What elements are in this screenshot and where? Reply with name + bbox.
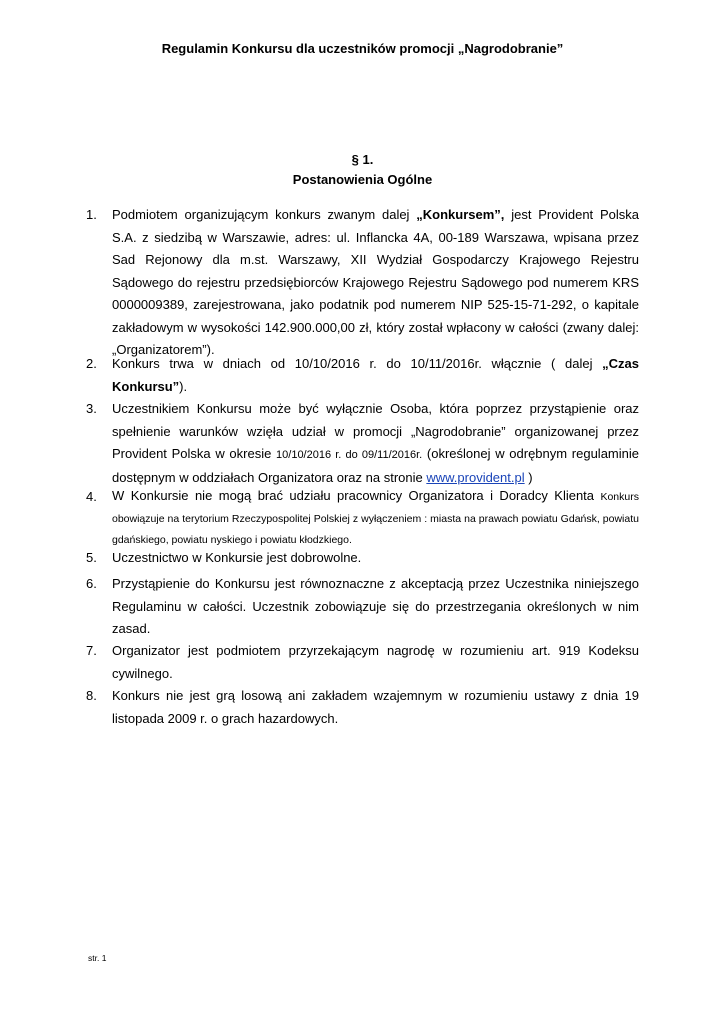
- list-item-text: Przystąpienie do Konkursu jest równoznaczne z akceptacją przez Uczestnika niniejszego Regulaminu w całości. Uczestnik zobowiązuje się do przestrzegania określonych w nim zasad.: [112, 576, 639, 636]
- list-item-text: Podmiotem organizującym konkurs zwanym dalej „Konkursem”, jest Provident Polska S.A. z siedzibą w Warszawie, adres: ul. Inflancka 4A, 00-189 Warszawa, wpisana przez Sad Rejonowy dla m.st. Warszawy, XII Wydział Gospodarczy Krajowego Rejestru Sądowego do rejestru przedsiębiorców Krajowego Rejestru Sądowego pod numerem KRS 0000009389, zarejestrowana, jako podatnik pod numerem NIP 525-15-71-292, o kapitale zakładowym w wysokości 142.900.000,00 zł, który został wpłacony w całości (zwany dalej: „Organizatorem”).: [112, 207, 639, 357]
- list-item-number: 2.: [86, 356, 97, 371]
- list-item-text: Konkurs nie jest grą losową ani zakładem wzajemnym w rozumieniu ustawy z dnia 19 listopada 2009 r. o grach hazardowych.: [112, 688, 639, 726]
- list-item-text: Uczestnikiem Konkursu może być wyłącznie Osoba, która poprzez przystąpienie oraz spełnienie warunków wzięła udział w promocji „Nagrodobranie” organizowanej przez Provident Polska w okresie 10/10/2016 r. do 09/11/2016r. (określonej w odrębnym regulaminie dostępnym w oddziałach Organizatora oraz na stronie www.provident.pl ): [112, 401, 639, 485]
- list-item-text: W Konkursie nie mogą brać udziału pracownicy Organizatora i Doradcy Klienta Konkurs obowiązuje na terytorium Rzeczypospolitej Polskiej z wyłączeniem : miasta na prawach powiatu Gdańsk, powiatu gdańskiego, powiatu nyskiego i powiatu kłodzkiego.: [112, 488, 639, 546]
- section-number: § 1.: [351, 152, 374, 167]
- document-title: Regulamin Konkursu dla uczestników promocji „Nagrodobranie”: [161, 41, 564, 56]
- promotion-period: 10/10/2016 r. do 09/11/2016r.: [276, 449, 423, 461]
- list-item-number: 1.: [86, 207, 97, 222]
- list-item-number: 5.: [86, 550, 97, 565]
- list-item-text: Konkurs trwa w dniach od 10/10/2016 r. do 10/11/2016r. włącznie ( dalej „Czas Konkursu”).: [112, 356, 639, 394]
- list-item-number: 7.: [86, 643, 97, 658]
- list-item-text: Uczestnictwo w Konkursie jest dobrowolne.: [112, 550, 362, 565]
- list-item-number: 3.: [86, 401, 97, 416]
- section-name: Postanowienia Ogólne: [292, 172, 433, 187]
- section-heading: [0, 150, 725, 190]
- defined-term: „Konkursem”,: [416, 207, 505, 222]
- list-item-number: 4.: [86, 489, 97, 504]
- list-item-number: 6.: [86, 576, 97, 591]
- territory-note: Konkurs obowiązuje na terytorium Rzeczypospolitej Polskiej z wyłączeniem : miasta na prawach powiatu Gdańsk, powiatu gdańskiego, powiatu nyskiego i powiatu kłodzkiego.: [112, 491, 639, 546]
- list-item-number: 8.: [86, 688, 97, 703]
- page-number-footer: str. 1: [88, 953, 107, 963]
- provident-website-link[interactable]: www.provident.pl: [426, 469, 525, 485]
- defined-term: „Czas Konkursu”: [112, 356, 639, 394]
- list-item-text: Organizator jest podmiotem przyrzekającym nagrodę w rozumieniu art. 919 Kodeksu cywilnego.: [112, 643, 639, 681]
